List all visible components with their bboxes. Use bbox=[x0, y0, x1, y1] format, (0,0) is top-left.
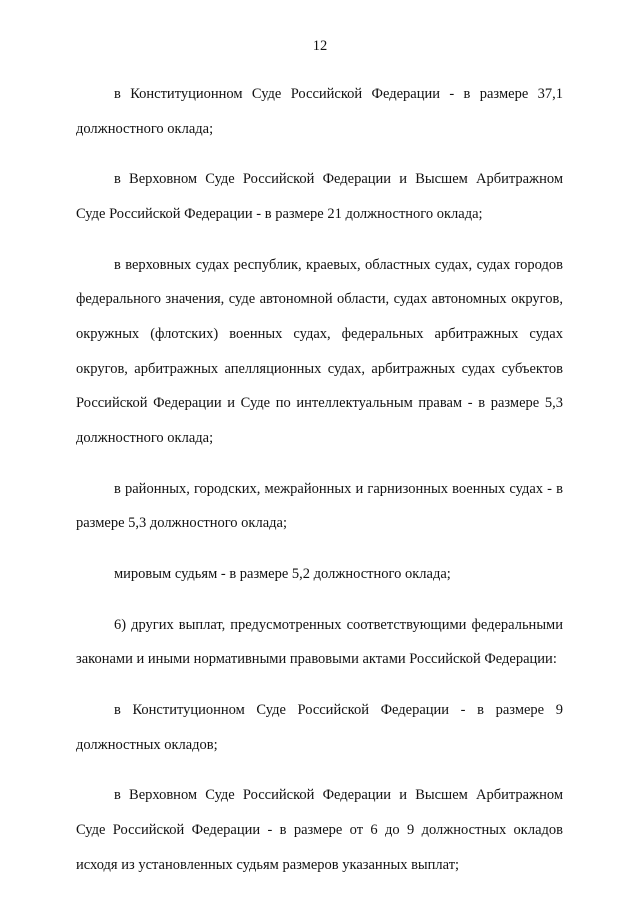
page-number: 12 bbox=[312, 38, 328, 54]
paragraph: 6) других выплат, предусмотренных соответствующими федеральными законами и иными нормативными правовыми актами Российской Федерации: bbox=[76, 616, 563, 668]
paragraph: в Конституционном Суде Российской Федерации - в размере 9 должностных окладов; bbox=[76, 702, 563, 753]
paragraph: в Верховном Суде Российской Федерации и Высшем Арбитражном Суде Российской Федерации - в размере 21 должностного оклада; bbox=[76, 171, 563, 222]
paragraph: в Верховном Суде Российской Федерации и Высшем Арбитражном Суде Российской Федерации - в размере от 6 до 9 должностных окладов исходя из установленных судьям размеров указанных выплат; bbox=[76, 787, 563, 873]
paragraph: в районных, городских, межрайонных и гарнизонных военных судах - в размере 5,3 должностного оклада; bbox=[76, 480, 563, 532]
paragraph: в верховных судах республик, краевых, областных судах, судах городов федерального значения, суде автономной области, судах автономных округов, окружных (флотских) военных судах, федеральных арбитражных судах округов, арбитражных апелляционных судах, арбитражных судах субъектов Российской Федерации и Суде по интеллектуальным правам - в размере 5,3 должностного оклада; bbox=[76, 256, 563, 446]
paragraph: мировым судьям - в размере 5,2 должностного оклада; bbox=[114, 565, 451, 582]
document-body bbox=[76, 77, 563, 898]
paragraph: в Конституционном Суде Российской Федерации - в размере 37,1 должностного оклада; bbox=[76, 86, 563, 137]
